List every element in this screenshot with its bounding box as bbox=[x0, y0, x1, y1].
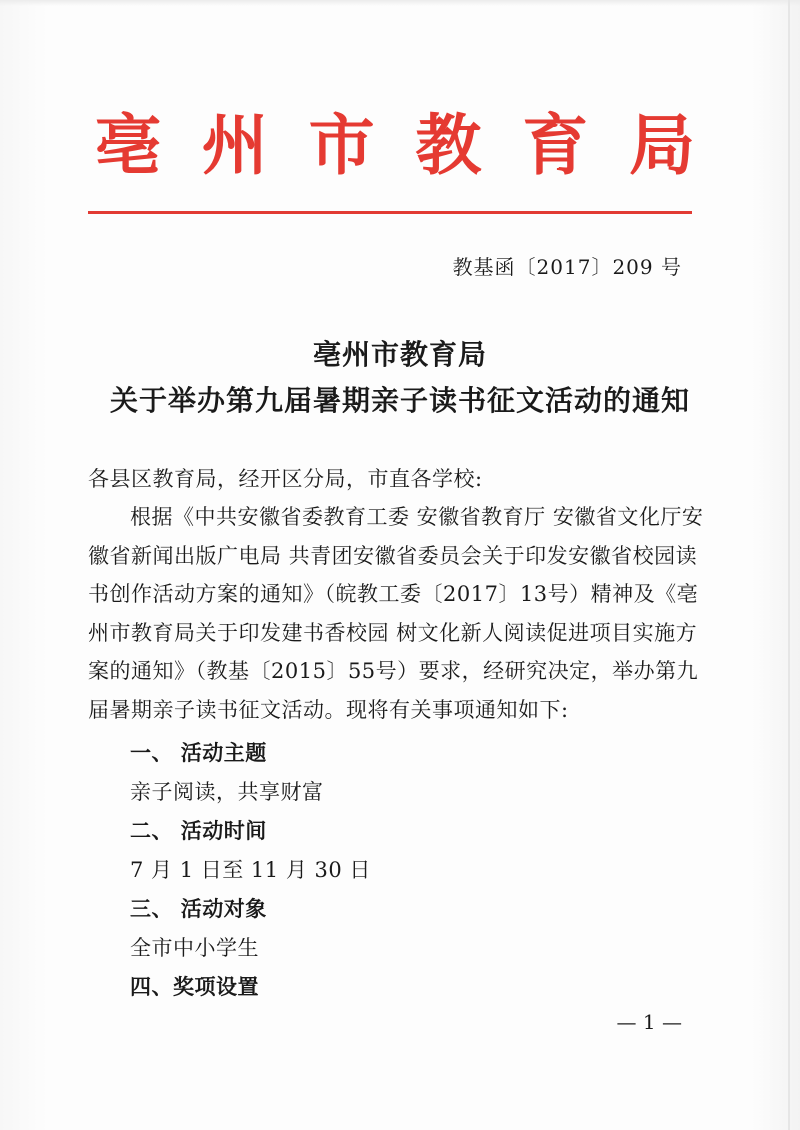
section-heading-time: 二、 活动时间 bbox=[130, 819, 267, 843]
scan-right-edge bbox=[788, 0, 790, 1130]
addressee: 各县区教育局，经开区分局，市直各学校: bbox=[88, 467, 483, 491]
masthead-title bbox=[95, 100, 695, 190]
masthead-char: 育 bbox=[522, 106, 589, 184]
red-divider-line bbox=[88, 211, 692, 214]
section-content-theme: 亲子阅读，共享财富 bbox=[130, 780, 324, 804]
masthead-char: 市 bbox=[308, 106, 375, 184]
document-number: 教基函〔2017〕209 号 bbox=[452, 255, 682, 279]
section-heading-awards: 四、奖项设置 bbox=[130, 975, 259, 999]
document-title-line-1: 亳州市教育局 bbox=[312, 338, 487, 371]
masthead-char: 州 bbox=[201, 106, 268, 184]
section-heading-theme: 一、 活动主题 bbox=[130, 741, 267, 765]
masthead-char: 教 bbox=[415, 106, 482, 184]
body-paragraph: 根据《中共安徽省委教育工委 安徽省教育厅 安徽省文化厅安徽省新闻出版广电局 共青团安徽省委员会关于印发安徽省校园读书创作活动方案的通知》（皖教工委〔2017〕13号）精神及《亳州市教育局关于印发建书香校园 树文化新人阅读促进项目实施方案的通知》（教基〔2015〕55号）要求，经研究决定，举办第九届暑期亲子读书征文活动。现将有关事项通知如下: bbox=[88, 505, 704, 722]
masthead-char: 亳 bbox=[95, 106, 161, 184]
section-content-audience: 全市中小学生 bbox=[130, 936, 259, 960]
document-title-line-2: 关于举办第九届暑期亲子读书征文活动的通知 bbox=[109, 384, 690, 417]
page-number: — 1 — bbox=[616, 1010, 682, 1034]
section-heading-audience: 三、 活动对象 bbox=[130, 897, 267, 921]
section-content-time: 7 月 1 日至 11 月 30 日 bbox=[130, 858, 371, 882]
masthead-char: 局 bbox=[628, 106, 695, 184]
scan-top-edge bbox=[0, 0, 800, 6]
